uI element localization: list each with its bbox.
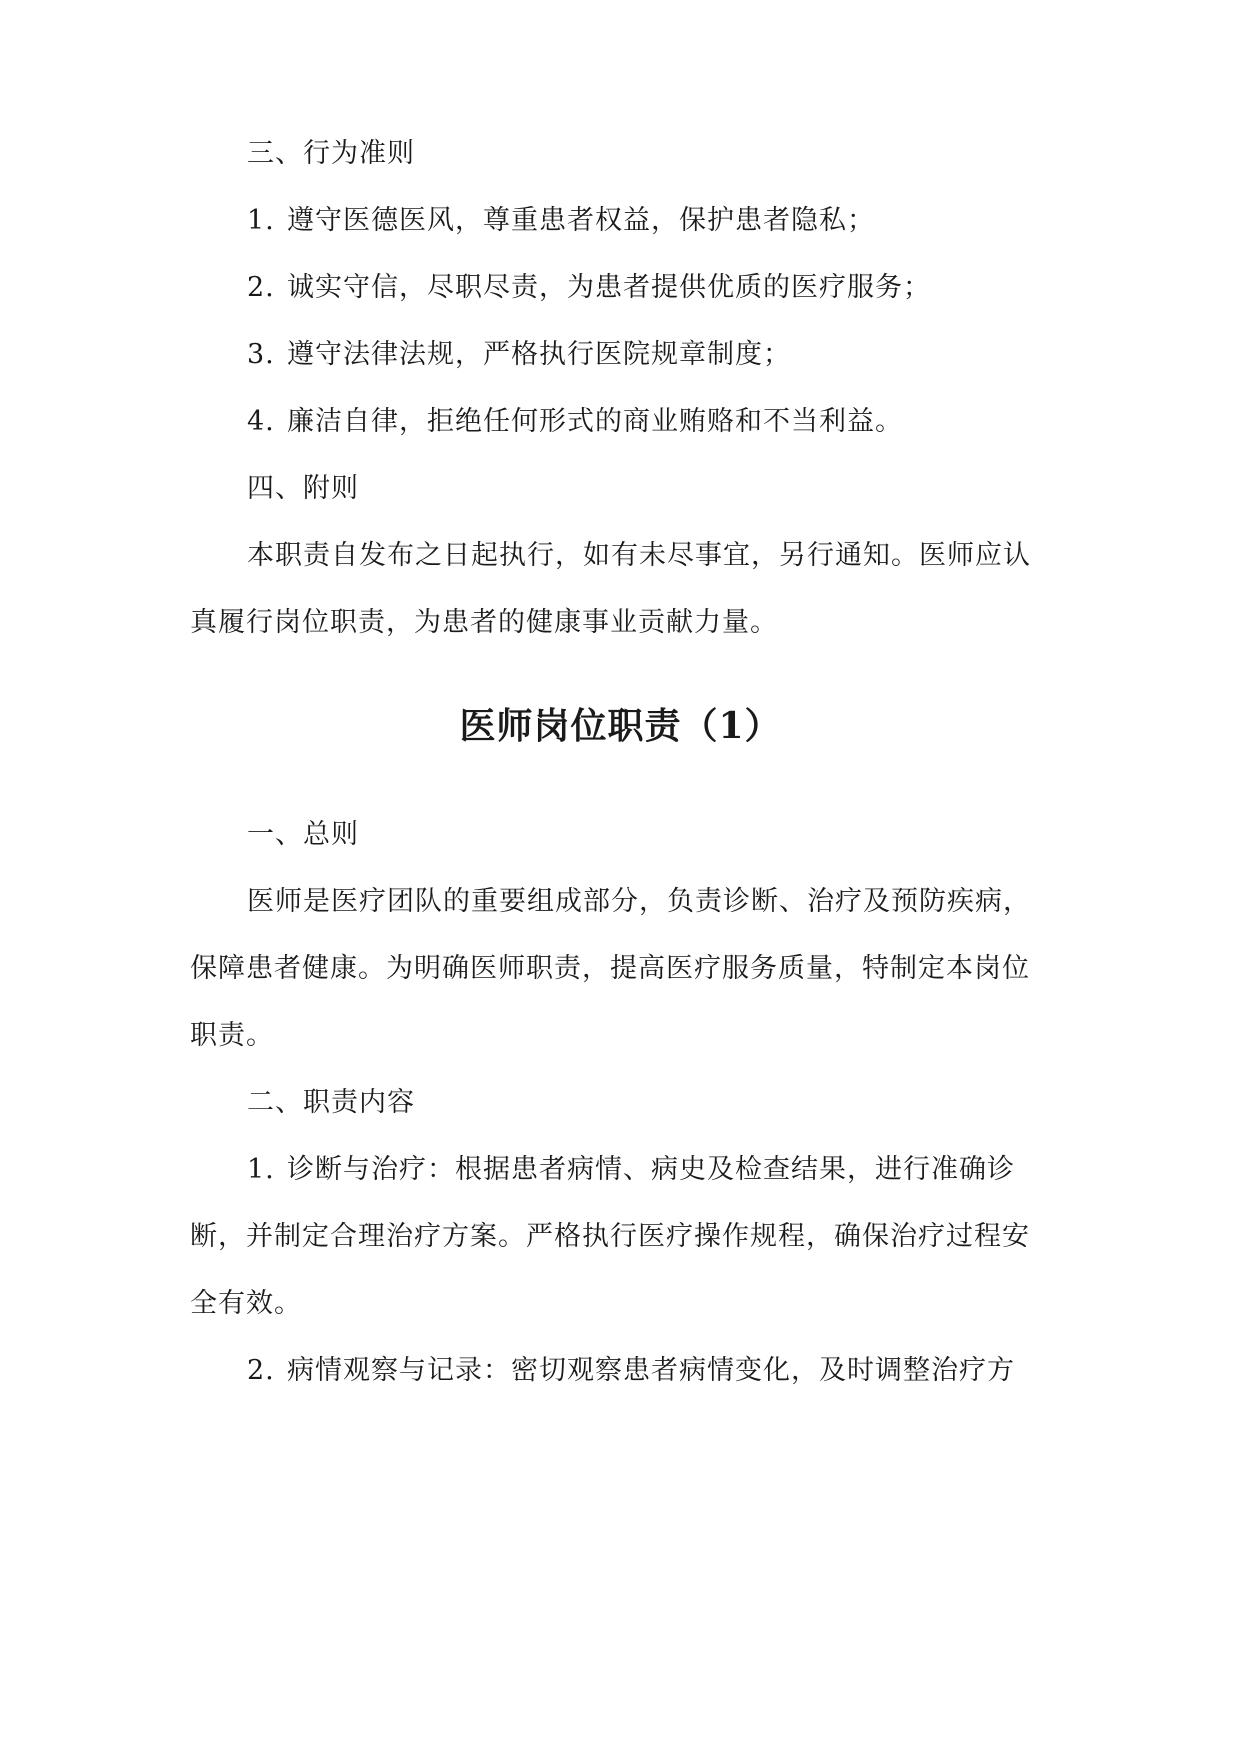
duties-heading: 二、职责内容 [247, 1087, 415, 1118]
item-text: 诊断与治疗：根据患者病情、病史及检查结果，进行准确诊 [287, 1154, 1015, 1185]
general-line-1: 医师是医疗团队的重要组成部分，负责诊断、治疗及预防疾病， [247, 886, 1031, 917]
duty-2-line-1 [247, 1353, 1070, 1389]
item-text: 病情观察与记录：密切观察患者病情变化，及时调整治疗方 [287, 1355, 1015, 1386]
conduct-item-4 [247, 404, 1070, 440]
document-title: 医师岗位职责（1） [459, 705, 782, 747]
item-number: 1. [247, 205, 275, 236]
conduct-item-1 [247, 203, 1070, 239]
item-text: 诚实守信，尽职尽责，为患者提供优质的医疗服务； [287, 272, 931, 303]
conduct-item-3 [247, 337, 1070, 373]
item-text: 廉洁自律，拒绝任何形式的商业贿赂和不当利益。 [287, 406, 903, 437]
item-number: 2. [247, 1355, 275, 1386]
item-number: 3. [247, 339, 275, 370]
item-text: 遵守医德医风，尊重患者权益，保护患者隐私； [287, 205, 875, 236]
supplementary-line-2: 真履行岗位职责，为患者的健康事业贡献力量。 [190, 607, 778, 638]
supplementary-line-1: 本职责自发布之日起执行，如有未尽事宜，另行通知。医师应认 [247, 540, 1031, 571]
item-number: 4. [247, 406, 275, 437]
item-text: 遵守法律法规，严格执行医院规章制度； [287, 339, 791, 370]
conduct-item-2 [247, 270, 1070, 306]
duty-1-line-3: 全有效。 [190, 1288, 302, 1319]
general-line-3: 职责。 [190, 1020, 274, 1051]
item-number: 2. [247, 272, 275, 303]
duty-1-line-2: 断，并制定合理治疗方案。严格执行医疗操作规程，确保治疗过程安 [190, 1221, 1030, 1252]
section-3-heading: 三、行为准则 [247, 138, 415, 169]
general-heading: 一、总则 [247, 819, 359, 850]
general-line-2: 保障患者健康。为明确医师职责，提高医疗服务质量，特制定本岗位 [190, 953, 1030, 984]
item-number: 1. [247, 1154, 275, 1185]
section-4-heading: 四、附则 [247, 473, 359, 504]
duty-1-line-1 [247, 1152, 1070, 1188]
